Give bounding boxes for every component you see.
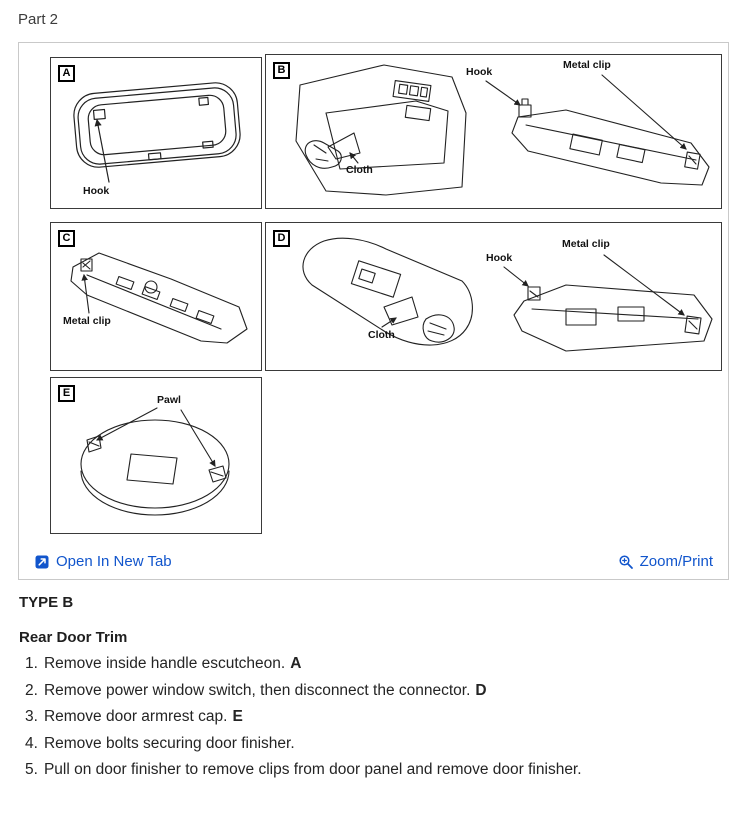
step-ref: D bbox=[475, 681, 487, 699]
diagram-panel-d bbox=[265, 222, 722, 371]
hook-label: Hook bbox=[486, 252, 513, 264]
magnifier-plus-icon bbox=[618, 554, 634, 570]
zoom-print-link[interactable] bbox=[618, 553, 713, 570]
step-number: 1. bbox=[25, 655, 38, 672]
step-ref: E bbox=[232, 708, 243, 725]
step-text: Pull on door finisher to remove clips from door panel and remove door finisher. bbox=[43, 761, 582, 778]
cloth-label: Cloth bbox=[368, 329, 395, 341]
pawl-label: Pawl bbox=[157, 394, 181, 406]
instruction-step bbox=[19, 651, 587, 678]
instruction-step bbox=[19, 678, 587, 705]
part-label: Part 2 bbox=[18, 11, 59, 28]
step-text: Remove inside handle escutcheon. bbox=[43, 655, 286, 672]
type-heading: TYPE B bbox=[19, 594, 74, 611]
metal-clip-label: Metal clip bbox=[562, 238, 610, 250]
diagram-panel-e bbox=[50, 377, 262, 534]
diagram-panel-b bbox=[265, 54, 722, 209]
diagram-panel-c bbox=[50, 222, 262, 371]
armrest-removal-drawing bbox=[266, 223, 721, 370]
figure-toolbar bbox=[19, 553, 728, 570]
panel-letter-d: D bbox=[273, 230, 290, 247]
instruction-step bbox=[19, 757, 587, 784]
open-in-new-tab-link[interactable] bbox=[34, 553, 172, 570]
step-text: Remove bolts securing door finisher. bbox=[43, 734, 295, 752]
step-text: Remove power window switch, then disconnect the connector. bbox=[43, 681, 471, 699]
cloth-label: Cloth bbox=[346, 164, 373, 176]
panel-letter-b: B bbox=[273, 62, 290, 79]
step-number: 2. bbox=[25, 681, 38, 699]
open-in-new-tab-label: Open In New Tab bbox=[56, 553, 172, 570]
instruction-list bbox=[19, 651, 587, 784]
panel-letter-a: A bbox=[58, 65, 75, 82]
panel-letter-c: C bbox=[58, 230, 75, 247]
step-number: 4. bbox=[25, 734, 38, 752]
step-ref: A bbox=[290, 655, 302, 672]
step-text: Remove door armrest cap. bbox=[43, 708, 228, 725]
metal-clip-label: Metal clip bbox=[563, 59, 611, 71]
instruction-step bbox=[19, 704, 587, 731]
hook-label: Hook bbox=[466, 66, 493, 78]
instruction-step bbox=[19, 731, 587, 758]
hook-label: Hook bbox=[83, 185, 110, 197]
open-in-new-tab-icon bbox=[34, 554, 50, 570]
zoom-print-label: Zoom/Print bbox=[639, 553, 713, 570]
section-heading: Rear Door Trim bbox=[19, 629, 128, 646]
diagram-panel-a bbox=[50, 57, 262, 209]
step-number: 3. bbox=[25, 708, 38, 725]
step-number: 5. bbox=[25, 761, 38, 778]
armrest-base-drawing bbox=[51, 223, 261, 370]
armrest-cap-drawing bbox=[51, 378, 261, 533]
figure-box bbox=[18, 42, 729, 580]
panel-letter-e: E bbox=[58, 385, 75, 402]
switch-removal-drawing bbox=[266, 55, 721, 208]
metal-clip-label: Metal clip bbox=[63, 315, 111, 327]
